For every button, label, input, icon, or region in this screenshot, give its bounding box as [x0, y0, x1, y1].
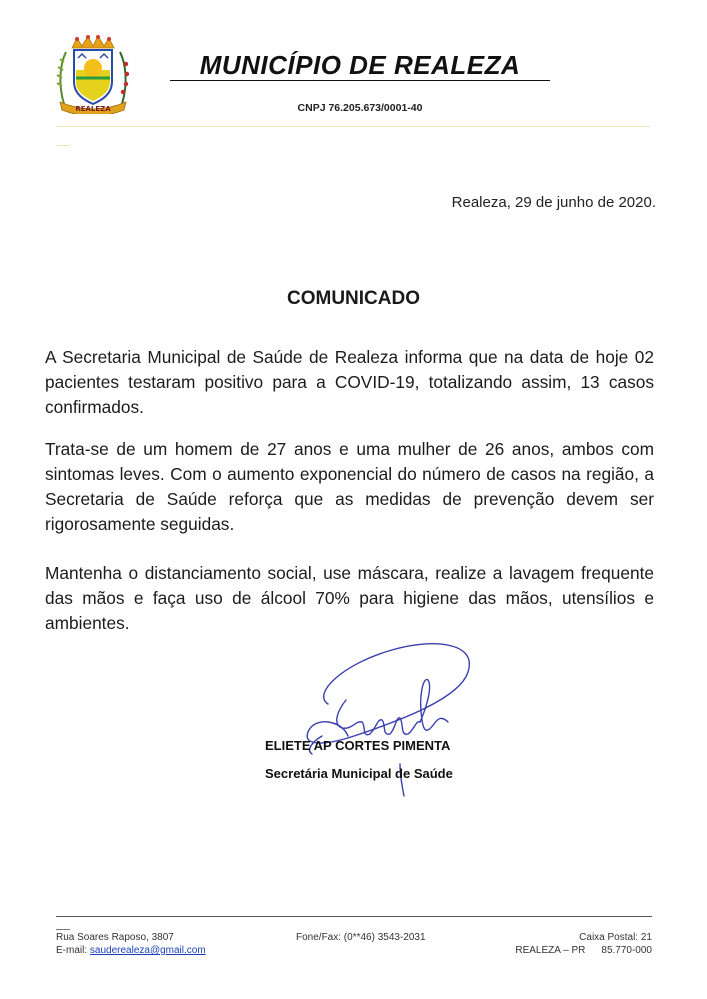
title-underline	[170, 80, 550, 81]
footer-postal-box: Caixa Postal: 21	[579, 932, 652, 943]
footer-phone: Fone/Fax: (0**46) 3543-2031	[296, 932, 426, 943]
paragraph-announcement: A Secretaria Municipal de Saúde de Realeza informa que na data de hoje 02 pacientes testaram positivo para a COVID-19, totalizando assim, 13 casos confirmados.	[45, 347, 654, 417]
footer-divider	[56, 916, 652, 917]
header-divider	[56, 126, 650, 127]
footer-mark	[56, 929, 70, 930]
municipality-title: MUNICÍPIO DE REALEZA	[199, 50, 521, 80]
footer-address: Rua Soares Raposo, 3807	[56, 932, 174, 943]
footer-zip: 85.770-000	[601, 945, 652, 956]
footer-email-label: E-mail:	[56, 945, 90, 956]
header-mark	[56, 145, 70, 146]
letter-heading: COMUNICADO	[287, 288, 420, 309]
letter-date: Realeza, 29 de junho de 2020.	[451, 194, 656, 211]
footer-email-link[interactable]: sauderealeza@gmail.com	[89, 945, 206, 956]
crest-ribbon-text: REALEZA	[75, 105, 111, 113]
footer-city-zip	[515, 945, 652, 956]
footer-email-row	[56, 945, 206, 956]
paragraph-case-details: Trata-se de um homem de 27 anos e uma mulher de 26 anos, ambos com sintomas leves. Com o aumento exponencial do número de casos na região, a Secretaria de Saúde reforça que as medidas de prevenção devem ser rigorosamente seguidas.	[45, 439, 654, 534]
footer-city: REALEZA – PR	[515, 945, 586, 956]
signer-name: ELIETE AP CORTES PIMENTA	[265, 738, 451, 753]
paragraph-recommendations: Mantenha o distanciamento social, use máscara, realize a lavagem frequente das mãos e faça uso de álcool 70% para higiene das mãos, utensílios e ambientes.	[45, 563, 654, 633]
signer-role: Secretária Municipal de Saúde	[265, 766, 453, 781]
cnpj-number: CNPJ 76.205.673/0001-40	[297, 102, 423, 114]
municipal-crest-logo	[50, 34, 136, 114]
